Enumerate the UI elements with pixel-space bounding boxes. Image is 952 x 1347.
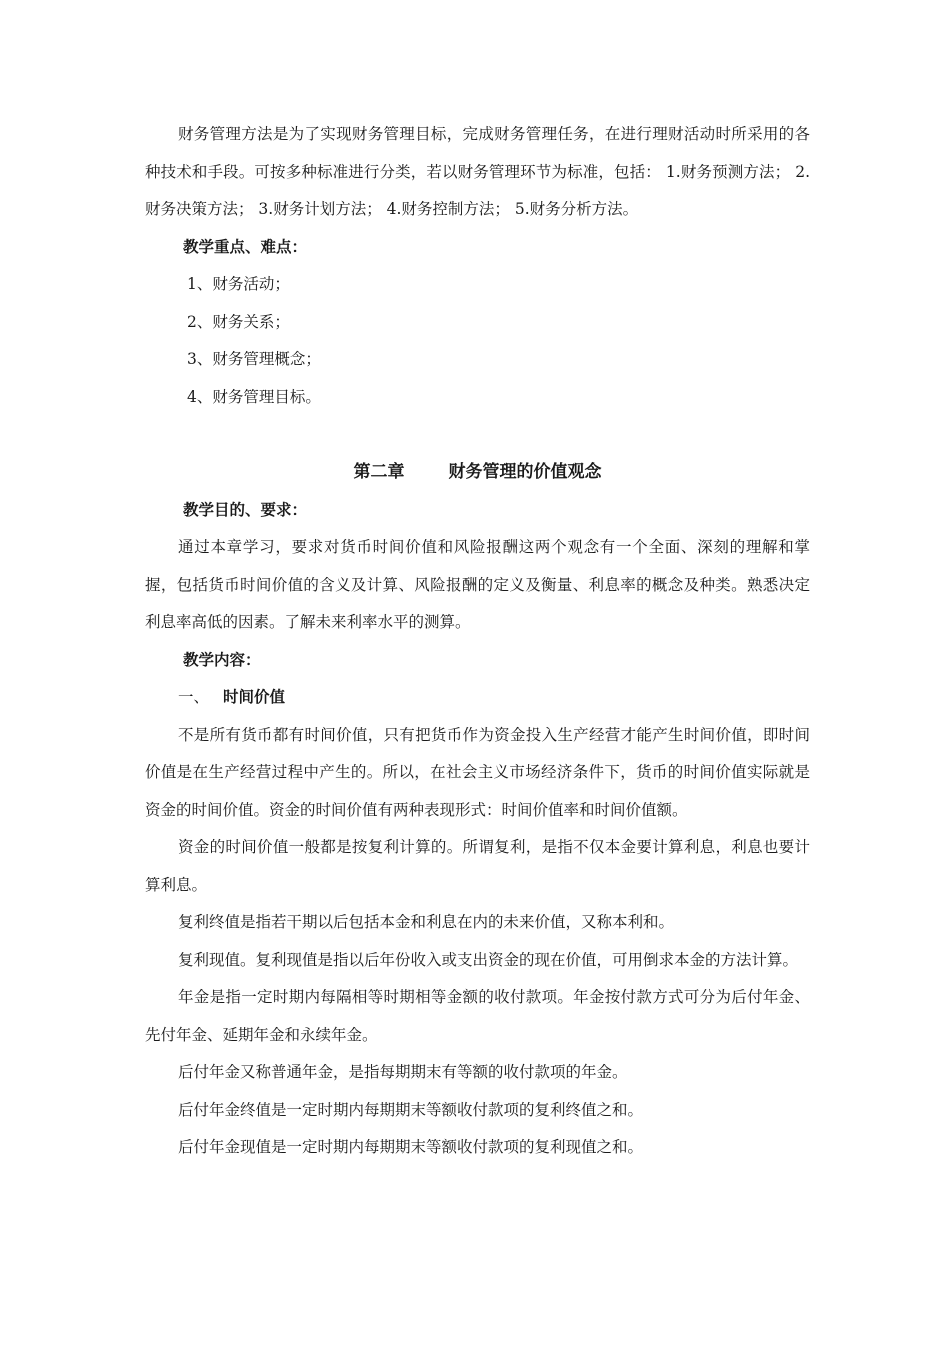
list-item: 2、财务关系；: [187, 312, 290, 331]
chapter-name: 财务管理的价值观念: [448, 462, 602, 482]
list-item: 4、财务管理目标。: [187, 387, 321, 406]
chapter-number: 第二章: [353, 462, 405, 482]
paragraph: 复利现值。复利现值是指以后年份收入或支出资金的现在价值，可用倒求本金的方法计算。: [178, 950, 799, 969]
paragraph: 复利终值是指若干期以后包括本金和利息在内的未来价值，又称本利和。: [178, 913, 675, 931]
chapter-title: [145, 454, 810, 492]
section-title: 时间价值: [223, 688, 286, 706]
list-item: 1、财务活动；: [187, 275, 290, 293]
document-page: [145, 116, 810, 1167]
paragraph-financial-methods: 财务管理方法是为了实现财务管理目标，完成财务管理任务，在进行理财活动时所采用的各种技术和手段。可按多种标准进行分类，若以财务管理环节为标准，包括： 1.财务预测方法； 2.财务决策方法； 3.财务计划方法； 4.财务控制方法； 5.财务分析方法。: [145, 125, 810, 218]
paragraph: 资金的时间价值一般都是按复利计算的。所谓复利，是指不仅本金要计算利息，利息也要计算利息。: [145, 838, 810, 894]
paragraph: 年金是指一定时期内每隔相等时期相等金额的收付款项。年金按付款方式可分为后付年金、先付年金、延期年金和永续年金。: [145, 988, 810, 1044]
list-item: 3、财务管理概念；: [187, 350, 321, 368]
key-points-list: [145, 266, 810, 416]
heading-objectives: 教学目的、要求：: [183, 500, 308, 519]
paragraph: 后付年金现值是一定时期内每期期末等额收付款项的复利现值之和。: [178, 1138, 644, 1156]
heading-key-points: 教学重点、难点：: [183, 237, 308, 256]
paragraph-objectives: 通过本章学习，要求对货币时间价值和风险报酬这两个观念有一个全面、深刻的理解和掌握，包括货币时间价值的含义及计算、风险报酬的定义及衡量、利息率的概念及种类。熟悉决定利息率高低的因素。了解未来利率水平的测算。: [145, 538, 810, 631]
paragraph: 后付年金又称普通年金，是指每期期末有等额的收付款项的年金。: [178, 1063, 628, 1081]
heading-content: 教学内容：: [183, 650, 261, 669]
section-number: 一、: [178, 688, 210, 706]
paragraph: 后付年金终值是一定时期内每期期末等额收付款项的复利终值之和。: [178, 1100, 644, 1119]
section-heading: [145, 679, 810, 717]
paragraph: 不是所有货币都有时间价值，只有把货币作为资金投入生产经营才能产生时间价值，即时间价值是在生产经营过程中产生的。所以，在社会主义市场经济条件下，货币的时间价值实际就是资金的时间价值。资金的时间价值有两种表现形式：时间价值率和时间价值额。: [145, 725, 810, 819]
